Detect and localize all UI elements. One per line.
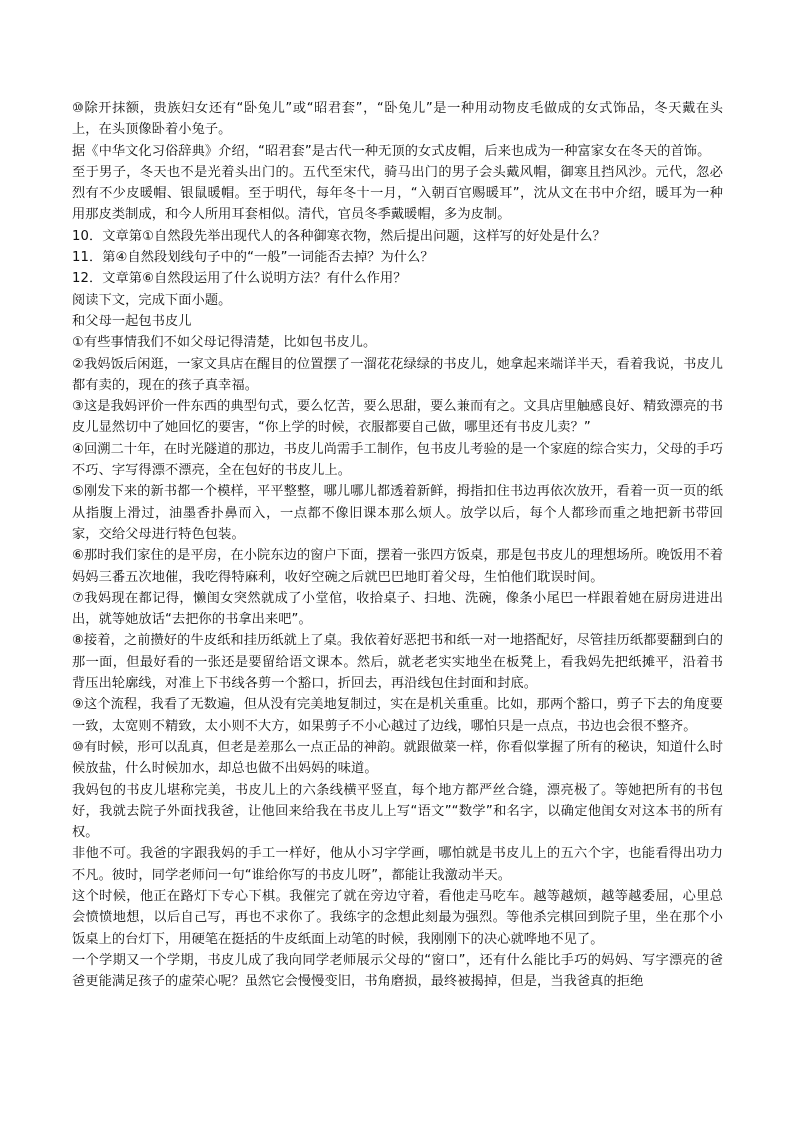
question-11: 11．第④自然段划线句子中的“一般”一词能否去掉？为什么？ (72, 250, 434, 266)
article-paragraph-4: ④回溯二十年，在时光隧道的那边，书皮儿尚需手工制作，包书皮儿考验的是一个家庭的综合实力，父母的手巧不巧、字写得漂不漂亮，全在包好的书皮儿上。 (72, 441, 723, 479)
article-title: 和父母一起包书皮儿 (72, 313, 192, 329)
article-paragraph-7: ⑦我妈现在都记得，懒闺女突然就成了小堂倌，收拾桌子、扫地、洗碗，像条小尾巴一样跟着她在厨房进进出出，就等她放话“去把你的书拿出来吧”。 (72, 590, 723, 628)
article-paragraph-1: ①有些事情我们不如父母记得清楚，比如包书皮儿。 (72, 335, 377, 351)
reading-instruction: 阅读下文，完成下面小题。 (72, 292, 232, 308)
article-paragraph-3: ③这是我妈评价一件东西的典型句式，要么忆苦，要么思甜，要么兼而有之。文具店里触感良好、精致漂亮的书皮儿显然切中了她回忆的要害，“你上学的时候，衣服都要自己做，哪里还有书皮儿卖？” (72, 399, 723, 436)
article-paragraph-13: 这个时候，他正在路灯下专心下棋。我催完了就在旁边守着，看他走马吃车。越等越烦，越等越委屈，心里总会愤愤地想，以后自己写，再也不求你了。我练字的念想此刻最为强烈。等他杀完棋回到院子里，坐在那个小饭桌上的台灯下，用硬笔在挺括的牛皮纸面上动笔的时候，我刚刚下的决心就哗地不见了。 (72, 888, 723, 947)
question-10: 10．文章第①自然段先举出现代人的各种御寒衣物，然后提出问题，这样写的好处是什么？ (72, 228, 606, 244)
article-paragraph-2: ②我妈饭后闲逛，一家文具店在醒目的位置摆了一溜花花绿绿的书皮儿，她拿起来端详半天，看着我说，书皮儿都有卖的，现在的孩子真幸福。 (72, 356, 723, 393)
paragraph-mens-hats: 至于男子，冬天也不是光着头出门的。五代至宋代，骑马出门的男子会头戴风帽，御寒且挡风沙。元代，忽必烈有不少皮暖帽、银鼠暖帽。至于明代，每年冬十一月，“入朝百官赐暖耳”，沈从文在书中介绍，暖耳为一种用那皮类制成，和今人所用耳套相似。清代，官员冬季戴暖帽，多为皮制。 (72, 164, 723, 223)
article-paragraph-12: 非他不可。我爸的字跟我妈的手工一样好，他从小习字学画，哪怕就是书皮儿上的五六个字，也能看得出功力不凡。彼时，同学老师问一句“谁给你写的书皮儿呀”，都能让我激动半天。 (72, 846, 723, 883)
document-page (72, 98, 723, 992)
article-paragraph-8: ⑧接着，之前攒好的牛皮纸和挂历纸就上了桌。我依着好恶把书和纸一对一地搭配好，尽管挂历纸都要翻到白的那一面，但最好看的一张还是要留给语文课本。然后，就老老实实地坐在板凳上，看我妈先把纸摊平，沿着书背压出轮廓线，对准上下书线各剪一个豁口，折回去，再沿线包住封面和封底。 (72, 633, 723, 692)
paragraph-decoration-intro: ⑩除开抹额，贵族妇女还有“卧兔儿”或“昭君套”，“卧兔儿”是一种用动物皮毛做成的女式饰品，冬天戴在头上，在头顶像卧着小兔子。 (72, 101, 723, 138)
article-paragraph-5: ⑤刚发下来的新书都一个模样，平平整整，哪儿哪儿都透着新鲜，拇指扣住书边再依次放开，看着一页一页的纸从指腹上滑过，油墨香扑鼻而入，一点都不像旧课本那么烦人。放学以后，每个人都珍而重之地把新书带回家，交给父母进行特色包装。 (72, 484, 723, 542)
article-paragraph-11: 我妈包的书皮儿堪称完美，书皮儿上的六条线横平竖直，每个地方都严丝合缝，漂亮极了。等她把所有的书包好，我就去院子外面找我爸，让他回来给我在书皮儿上写“语文”“数学”和名字，以确定他闺女对这本书的所有权。 (72, 782, 723, 841)
article-paragraph-9: ⑨这个流程，我看了无数遍，但从没有完美地复制过，实在是机关重重。比如，那两个豁口，剪子下去的角度要一致，太宽则不精致，太小则不大方，如果剪子不小心越过了边线，哪怕只是一点点，书边也会很不整齐。 (72, 697, 723, 734)
article-paragraph-10: ⑩有时候，形可以乱真，但老是差那么一点正品的神韵。就跟做菜一样，你看似掌握了所有的秘诀，知道什么时候放盐，什么时候加水，却总也做不出妈妈的味道。 (72, 739, 723, 777)
article-paragraph-14: 一个学期又一个学期，书皮儿成了我向同学老师展示父母的“窗口”，还有什么能比手巧的妈妈、写字漂亮的爸爸更能满足孩子的虚荣心呢？虽然它会慢慢变旧，书角磨损，最终被揭掉，但是，当我爸真的拒绝 (72, 952, 723, 990)
question-12: 12．文章第⑥自然段运用了什么说明方法？有什么作用？ (72, 271, 407, 287)
article-paragraph-6: ⑥那时我们家住的是平房，在小院东边的窗户下面，摆着一张四方饭桌，那是包书皮儿的理想场所。晚饭用不着妈妈三番五次地催，我吃得特麻利，收好空碗之后就巴巴地盯着父母，生怕他们耽误时间。 (72, 548, 723, 585)
paragraph-zhaojun-hat: 据《中华文化习俗辞典》介绍，“昭君套”是古代一种无顶的女式皮帽，后来也成为一种富家女在冬天的首饰。 (72, 143, 711, 159)
